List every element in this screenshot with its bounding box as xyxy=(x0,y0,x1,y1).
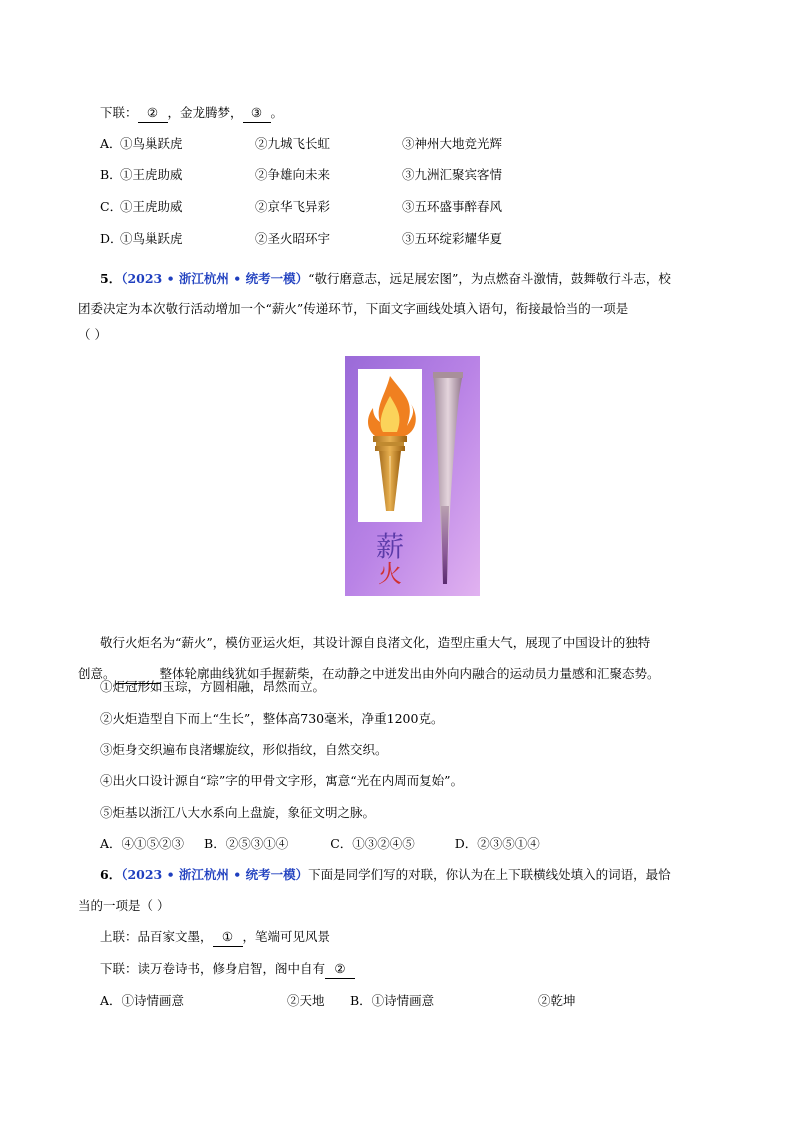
q6-option-b-2: ②乾坤 xyxy=(538,993,576,1008)
q4-option-b-b: ②争雄向未来 xyxy=(255,167,331,182)
q6-xialian xyxy=(100,960,355,979)
q4-option-b-a: ①王虎助威 xyxy=(120,167,183,182)
blank-2[interactable]: ② xyxy=(325,960,355,979)
text: 整体轮廓曲线犹如手握薪柴，在动静之中迸发出由外向内融合的运动员力量感和汇聚态势。 xyxy=(159,666,660,681)
choice-d[interactable]: D．②③⑤①④ xyxy=(454,836,540,851)
choice-a[interactable]: A．④①⑤②③ xyxy=(100,836,185,851)
text: 上联：品百家文墨， xyxy=(100,929,213,944)
question-source: （2023 • 浙江杭州 • 统考一模） xyxy=(121,867,309,882)
choice-b[interactable]: B．②⑤③①④ xyxy=(204,836,289,851)
q6-stem-line1 xyxy=(100,866,671,884)
q4-option-b-letter[interactable]: B． xyxy=(100,167,122,182)
blank-3[interactable]: ③ xyxy=(243,104,271,123)
blank-2[interactable]: ② xyxy=(138,104,168,123)
text: 创意。 xyxy=(78,666,116,681)
q5-item-5: ⑤炬基以浙江八大水系向上盘旋，象征文明之脉。 xyxy=(100,805,376,820)
q5-item-1: ①炬冠形如玉琮，方圆相融，昂然而立。 xyxy=(100,679,326,694)
q4-option-d-b: ②圣火昭环宇 xyxy=(255,231,331,246)
question-stem: 下面是同学们写的对联，你认为在上下联横线处填入的词语，最恰 xyxy=(308,867,671,882)
text: 下联：读万卷诗书，修身启智，阁中自有 xyxy=(100,961,326,976)
q4-option-c-c: ③五环盛事醉春风 xyxy=(402,199,503,214)
q4-xialian xyxy=(100,104,283,123)
text: ，金龙腾梦， xyxy=(167,105,243,120)
q6-option-b[interactable]: B．①诗情画意 xyxy=(350,993,435,1008)
q4-option-c-letter[interactable]: C． xyxy=(100,199,123,214)
q4-option-a-b: ②九城飞长虹 xyxy=(255,136,331,151)
q6-shanglian xyxy=(100,928,330,947)
question-source: （2023 • 浙江杭州 • 统考一模） xyxy=(121,271,309,286)
q5-stem-line2: 团委决定为本次敬行活动增加一个“薪火”传递环节，下面文字画线处填入语句，衔接最恰当的一项是 xyxy=(78,301,629,316)
logo-text-2: 火 xyxy=(378,560,402,588)
q5-item-4: ④出火口设计源自“琮”字的甲骨文字形，寓意“光在内周而复始”。 xyxy=(100,773,464,788)
torch-image xyxy=(345,356,480,596)
choice-c[interactable]: C．①③②④⑤ xyxy=(330,836,415,851)
q5-answer-paren: （ ） xyxy=(78,327,107,342)
q5-choices xyxy=(100,835,540,853)
q6-option-a[interactable]: A．①诗情画意 xyxy=(100,993,185,1008)
q4-option-a-letter[interactable]: A． xyxy=(100,136,122,151)
q4-option-d-letter[interactable]: D． xyxy=(100,231,123,246)
q4-option-d-c: ③五环绽彩耀华夏 xyxy=(402,231,503,246)
q6-option-a-2: ②天地 xyxy=(287,993,325,1008)
q4-option-a-a: ①鸟巢跃虎 xyxy=(120,136,183,151)
logo-text-1: 薪 xyxy=(375,530,405,563)
q4-option-c-a: ①王虎助威 xyxy=(120,199,183,214)
blank-1[interactable]: ① xyxy=(213,928,243,947)
q5-para1: 敬行火炬名为“薪火”，模仿亚运火炬，其设计源自良渚文化，造型庄重大气，展现了中国设计的独特 xyxy=(100,635,651,650)
q4-option-d-a: ①鸟巢跃虎 xyxy=(120,231,183,246)
q4-option-c-b: ②京华飞异彩 xyxy=(255,199,331,214)
q4-option-a-c: ③神州大地竞光辉 xyxy=(402,136,503,151)
q5-item-2: ②火炬造型自下而上“生长”，整体高730毫米，净重1200克。 xyxy=(100,711,444,726)
question-stem: “敬行磨意志，远足展宏图”，为点燃奋斗激情，鼓舞敬行斗志，校 xyxy=(308,271,671,286)
label: 下联： xyxy=(100,105,138,120)
q6-stem-line2: 当的一项是（ ） xyxy=(78,898,170,913)
question-number: 6． xyxy=(100,867,122,882)
q5-stem-line1 xyxy=(100,270,671,288)
text: 。 xyxy=(270,105,284,120)
question-number: 5． xyxy=(100,271,122,286)
q4-option-b-c: ③九洲汇聚宾客情 xyxy=(402,167,503,182)
text: ，笔端可见风景 xyxy=(242,929,331,944)
q5-item-3: ③炬身交织遍布良渚螺旋纹，形似指纹，自然交织。 xyxy=(100,742,388,757)
